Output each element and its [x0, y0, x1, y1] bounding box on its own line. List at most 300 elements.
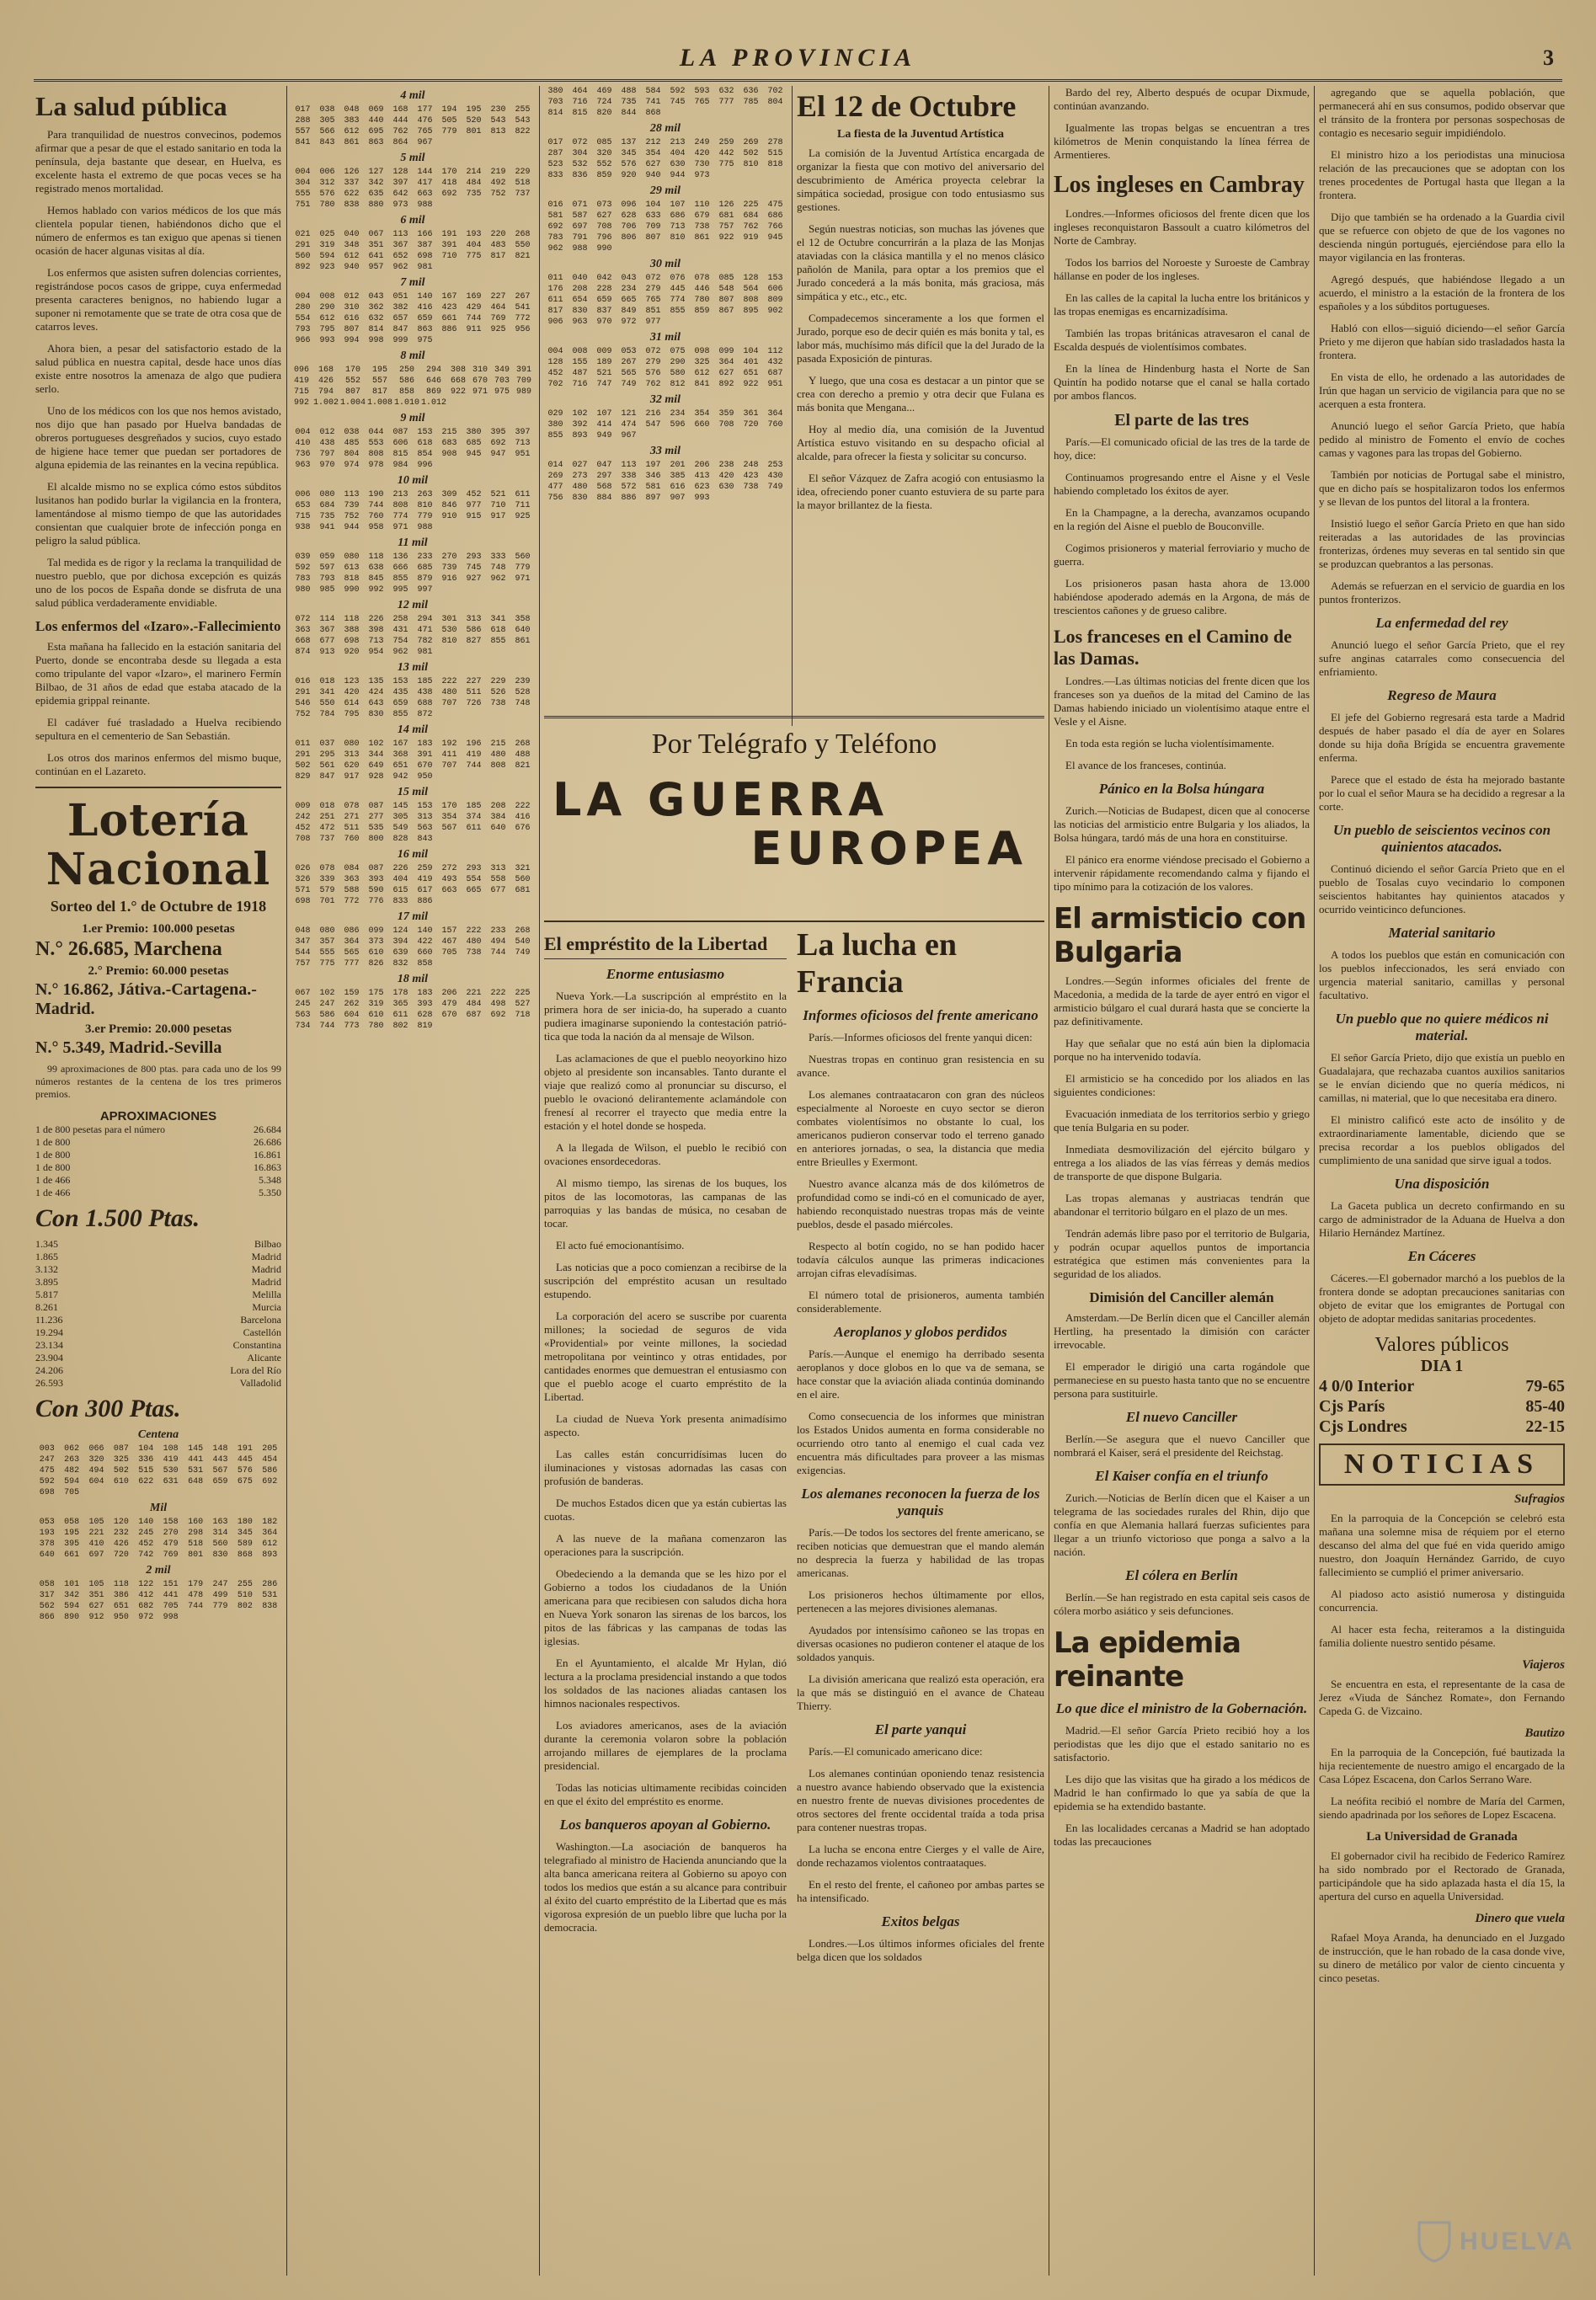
- lottery-number: 058: [64, 1518, 80, 1527]
- lottery-number: 080: [319, 490, 335, 499]
- lottery-number: 145: [392, 802, 408, 811]
- lottery-number: 361: [743, 409, 759, 419]
- lottery-number: 278: [767, 138, 783, 147]
- lottery-number: 009: [295, 802, 311, 811]
- lottery-number: 818: [767, 160, 783, 169]
- paragraph: En el resto del frente, el cañoneo por ambas partes se ha intensificado.: [797, 1878, 1044, 1904]
- lottery-number: 606: [392, 439, 408, 448]
- lottery-number: 902: [767, 307, 783, 316]
- lottery-number: 670: [417, 761, 433, 771]
- lottery-group-grid: [291, 229, 534, 273]
- lottery-number: 563: [295, 1011, 311, 1020]
- lottery-number: 426: [113, 1540, 129, 1549]
- lottery-number: 215: [490, 739, 506, 749]
- lottery-number: 775: [319, 959, 335, 969]
- lottery-number: 581: [645, 483, 661, 492]
- lottery-number: 942: [392, 772, 408, 782]
- lottery-number: 698: [39, 1488, 55, 1497]
- lottery-number: 043: [368, 292, 384, 302]
- lottery-number: 018: [319, 802, 335, 811]
- lottery-number: 167: [392, 739, 408, 749]
- lottery-number: 269: [547, 472, 563, 481]
- lottery-number: 140: [417, 926, 433, 936]
- con1500-row-cell: Murcia: [252, 1301, 281, 1313]
- ingleses-body: [1054, 207, 1310, 403]
- lottery-number: 618: [417, 439, 433, 448]
- lottery-number: 535: [368, 824, 384, 833]
- lottery-number: 418: [441, 179, 457, 188]
- lottery-number: 920: [344, 648, 360, 657]
- lottery-number: 380: [466, 428, 482, 437]
- lottery-number: 012: [319, 428, 335, 437]
- con1500-row: [35, 1326, 281, 1339]
- column-rule: [539, 86, 540, 2276]
- lottery-number: 476: [417, 116, 433, 125]
- lottery-number: 163: [212, 1518, 228, 1527]
- lottery-number: 638: [368, 563, 384, 573]
- lottery-number: 521: [596, 369, 612, 378]
- lottery-number: 169: [466, 292, 482, 302]
- lottery-number: 291: [295, 241, 311, 250]
- lottery-number: 941: [319, 523, 335, 532]
- banqueros-title: Los banqueros apoyan al Gobierno.: [559, 1817, 771, 1833]
- lottery-number: 897: [645, 494, 661, 503]
- lottery-number: 294: [417, 615, 433, 624]
- lottery-number: 053: [621, 347, 637, 356]
- lottery-number: 419: [466, 750, 482, 760]
- lottery-number: 922: [451, 387, 467, 397]
- lottery-number: 1.012: [421, 398, 447, 408]
- paragraph: El señor García Prieto, dijo que existía un pueblo en Guadalajara, que rechazaba cuantos auxilios sanitarios se le envían diciendo que no quería médicos, ni camillas, ni material, que lo que necesitaba era dinero.: [1319, 1051, 1565, 1104]
- lottery-number: 420: [344, 688, 360, 697]
- lottery-number: 480: [490, 750, 506, 760]
- con1500-row: [35, 1301, 281, 1314]
- lottery-number: 554: [466, 875, 482, 884]
- column-rule: [792, 86, 793, 726]
- lottery-number: 779: [417, 512, 433, 521]
- lottery-number: 550: [515, 241, 531, 250]
- lottery-number: 087: [368, 802, 384, 811]
- lottery-number: 736: [295, 450, 311, 459]
- aprox-row-cell: 1 de 466: [35, 1174, 71, 1186]
- lottery-number: 708: [295, 835, 311, 844]
- aprox-row: [35, 1136, 281, 1149]
- lottery-number: 893: [262, 1550, 278, 1560]
- lottery-group-label: 14 mil: [397, 723, 429, 736]
- lottery-group-grid: [544, 460, 787, 504]
- lottery-number: 543: [490, 116, 506, 125]
- lottery-number: 864: [392, 138, 408, 147]
- lottery-number: 363: [295, 626, 311, 635]
- lottery-number: 104: [138, 1444, 154, 1454]
- lottery-number: 841: [295, 138, 311, 147]
- lottery-number: 748: [515, 699, 531, 708]
- con1500-row: [35, 1263, 281, 1276]
- lottery-number: 571: [295, 886, 311, 895]
- lottery-number: 238: [718, 461, 734, 470]
- lottery-number: 698: [295, 897, 311, 906]
- lottery-number: 038: [319, 105, 335, 115]
- lottery-number: 493: [441, 875, 457, 884]
- lottery-number: 259: [417, 864, 433, 873]
- paragraph: Tendrán además libre paso por el territorio de Bulgaria, y podrán ocupar aquellos puntos de importancia estratégica que estimen más convenientes para la seguridad de los aliados.: [1054, 1227, 1310, 1280]
- lottery-number: 006: [319, 168, 335, 177]
- armisticio-title: El armisticio con Bulgaria: [1054, 902, 1306, 969]
- aeroplanos-title: Aeroplanos y globos perdidos: [834, 1324, 1007, 1340]
- lottery-number: 004: [295, 428, 311, 437]
- lottery-number: 127: [368, 168, 384, 177]
- paragraph: Agregó después, que habiéndose llegado a un acuerdo, el ministro a la estación de la frontera de los españoles y a los súbditos portugueses.: [1319, 273, 1565, 312]
- paragraph: Tal medida es de rigor y la reclama la tranquilidad de nuestro pueblo, que por dichosa excepción es quizás uno de los pocos de España donde se disfruta de una salud pública verdaderamente envidiable.: [35, 556, 281, 609]
- lottery-number: 641: [368, 252, 384, 261]
- lottery-number: 757: [295, 959, 311, 969]
- lottery-group-grid: [291, 863, 534, 907]
- paragraph: Los otros dos marinos enfermos del mismo buque, continúan en el Lazareto.: [35, 751, 281, 777]
- lottery-number: 151: [163, 1580, 179, 1589]
- lottery-number: 762: [743, 222, 759, 232]
- lottery-number: 999: [392, 336, 408, 345]
- lottery-number: 392: [572, 420, 588, 430]
- paragraph: El armisticio se ha concedido por los aliados en las siguientes condiciones:: [1054, 1072, 1310, 1098]
- lottery-number: 588: [344, 886, 360, 895]
- lottery-number: 003: [39, 1444, 55, 1454]
- lottery-number: 950: [417, 772, 433, 782]
- lottery-number: 854: [417, 450, 433, 459]
- guerra-line2: EUROPEA: [750, 822, 1028, 875]
- lottery-number: 756: [547, 494, 563, 503]
- paragraph: Londres.—Las últimas noticias del frente dicen que los franceses son ya dueños de la mitad del Camino de las Damas habiendo iniciado un violentísimo ataque entre el Vesle y el Aisne.: [1054, 675, 1310, 728]
- con1500-row: [35, 1276, 281, 1289]
- lottery-number: 618: [490, 626, 506, 635]
- lottery-number: 499: [212, 1591, 228, 1600]
- lottery-number: 668: [295, 637, 311, 646]
- lottery-number: 051: [392, 292, 408, 302]
- con1500-row: [35, 1238, 281, 1251]
- lottery-number: 112: [767, 347, 783, 356]
- lottery-number: 742: [138, 1550, 154, 1560]
- lottery-number: 180: [237, 1518, 253, 1527]
- lottery-number: 972: [621, 318, 637, 327]
- lottery-number: 981: [417, 263, 433, 272]
- lottery-number: 480: [466, 937, 482, 947]
- col5-top-body: [1054, 86, 1310, 162]
- lottery-number: 102: [572, 409, 588, 419]
- lottery-number: 709: [645, 222, 661, 232]
- lottery-number: 107: [596, 409, 612, 419]
- lottery-number: 118: [113, 1580, 129, 1589]
- lottery-number: 347: [295, 937, 311, 947]
- lottery-number: 435: [392, 688, 408, 697]
- lottery-number: 313: [490, 864, 506, 873]
- aprox-row: [35, 1161, 281, 1174]
- lottery-number: 488: [621, 87, 637, 96]
- lottery-number: 336: [138, 1455, 154, 1465]
- lottery-number: 973: [694, 171, 710, 180]
- lottery-number: 620: [344, 761, 360, 771]
- lottery-number: 843: [417, 835, 433, 844]
- lottery-number: 194: [441, 105, 457, 115]
- lottery-number: 586: [466, 626, 482, 635]
- lottery-number: 304: [295, 179, 311, 188]
- lottery-number: 293: [466, 552, 482, 562]
- lottery-number: 631: [163, 1477, 179, 1486]
- lottery-group-label: 18 mil: [397, 973, 429, 985]
- lottery-number: 849: [621, 307, 637, 316]
- lottery-number: 711: [515, 501, 531, 510]
- paragraph: La corporación del acero se suscribe por cuarenta millones; la sociedad de seguros de vida «Providential» por veinte millones, la sociedad metropolitana por veintinco y otras entidades, por cantidades enormes que demuestran el entusiasmo con que el pueblo acoge el cuarto empréstito de la Libertad.: [544, 1310, 787, 1403]
- paragraph: Ayudados por intensísimo cañoneo se las tropas en diversas ocasiones no pudieron contener el ataque de los soldados yanquis.: [797, 1624, 1044, 1663]
- lottery-number: 663: [441, 886, 457, 895]
- dosmil-grid: [35, 1579, 281, 1623]
- lottery-number: 419: [293, 376, 309, 386]
- paragraph: Las tropas alemanas y austriacas tendrán que abandonar el territorio búlgaro en el plazo de un mes.: [1054, 1192, 1310, 1218]
- con1500-row-cell: 5.817: [35, 1289, 58, 1300]
- valores-dia: DIA 1: [1420, 1357, 1464, 1375]
- con1500-row-cell: Madrid: [251, 1276, 281, 1288]
- lottery-number: 185: [466, 802, 482, 811]
- lottery-number: 984: [392, 461, 408, 470]
- lottery-number: 737: [319, 835, 335, 844]
- izaro-title: Los enfermos del «Izaro».-Fallecimiento: [35, 618, 281, 634]
- lottery-number: 273: [572, 472, 588, 481]
- lottery-number: 911: [466, 325, 482, 334]
- lottery-group-grid: [544, 408, 787, 441]
- lottery-number: 808: [392, 501, 408, 510]
- lottery-number: 040: [344, 230, 360, 239]
- lottery-number: 345: [621, 149, 637, 158]
- lottery-number: 649: [368, 761, 384, 771]
- lottery-number: 562: [39, 1602, 55, 1611]
- lottery-number: 985: [319, 585, 335, 595]
- lottery-number: 527: [515, 1000, 531, 1009]
- lottery-number: 910: [441, 512, 457, 521]
- lottery-number: 560: [212, 1540, 228, 1549]
- lottery-number: 228: [596, 285, 612, 294]
- valores-row: [1319, 1376, 1565, 1396]
- con1500-row-cell: 19.294: [35, 1326, 63, 1338]
- paragraph: Obedeciendo a la demanda que se les hizo por el Gobierno a todos los ciudadanos de la Unión americana para que recibiesen con saludos dicha hora en Nueva York sonaron las sirenas de los barcos, los pitos de las fábricas y las campanas de todas las iglesias.: [544, 1567, 787, 1647]
- lottery-group-label: 10 mil: [397, 474, 429, 487]
- lottery-number: 420: [694, 149, 710, 158]
- lottery-number: 107: [670, 200, 686, 210]
- lottery-number: 879: [417, 574, 433, 584]
- lottery-number: 995: [392, 585, 408, 595]
- lottery-number: 705: [163, 1602, 179, 1611]
- lottery-number: 258: [392, 615, 408, 624]
- parte-yanqui-title: El parte yanqui: [874, 1721, 967, 1737]
- paragraph: Continuamos progresando entre el Aisne y el Vesle habiendo completado los éxitos de ayer.: [1054, 471, 1310, 497]
- lottery-number: 632: [368, 314, 384, 323]
- maura-title: Regreso de Maura: [1387, 687, 1497, 703]
- lottery-number: 317: [39, 1591, 55, 1600]
- lottery-number: 305: [319, 116, 335, 125]
- lottery-number: 531: [262, 1591, 278, 1600]
- lottery-number: 752: [295, 710, 311, 719]
- lottery-number: 053: [39, 1518, 55, 1527]
- lottery-number: 855: [392, 710, 408, 719]
- lottery-number: 291: [295, 688, 311, 697]
- colera-title: El cólera en Berlín: [1125, 1567, 1238, 1583]
- aprox-row-cell: 1 de 800 pesetas para el número: [35, 1123, 165, 1135]
- lottery-number: 604: [88, 1477, 104, 1486]
- lottery-number: 417: [417, 179, 433, 188]
- alemanes-body: [797, 1526, 1044, 1713]
- lottery-number: 467: [441, 937, 457, 947]
- lottery-number: 104: [743, 347, 759, 356]
- lottery-number: 957: [368, 263, 384, 272]
- paragraph: Los aviadores americanos, ases de la aviación durante la ceremonia volaron sobre la población arrojando millares de ejemplares de la proclama presidencial.: [544, 1719, 787, 1772]
- sufragios-body: [1319, 1512, 1565, 1650]
- lottery-number: 847: [319, 772, 335, 782]
- lottery-group-grid: [291, 676, 534, 720]
- lottery-number: 687: [767, 369, 783, 378]
- lottery-number: 521: [490, 490, 506, 499]
- lottery-number: 794: [318, 387, 334, 397]
- paragraph: El emperador le dirigió una carta rogándole que permaneciese en su puesto hasta tanto que no se encuentre persona para sustituirle.: [1054, 1360, 1310, 1400]
- lottery-number: 492: [490, 179, 506, 188]
- paragraph: Los alemanes continúan oponiendo tenaz resistencia a nuestro avance habiendo observado que la existencia en nuestro frente de nuevas divisiones procedentes de otros sectores del frente occidental traída a toda prisa para contener nuestras tropas.: [797, 1767, 1044, 1833]
- lottery-number: 502: [295, 761, 311, 771]
- lottery-group-grid: [291, 427, 534, 471]
- lottery-number: 480: [572, 483, 588, 492]
- lottery-number: 659: [596, 296, 612, 305]
- lottery-number: 084: [344, 864, 360, 873]
- lottery-number: 640: [490, 824, 506, 833]
- lottery-number: 017: [547, 138, 563, 147]
- lottery-number: 992: [368, 585, 384, 595]
- lottery-number: 555: [319, 948, 335, 958]
- lottery-number: 067: [368, 230, 384, 239]
- lottery-number: 567: [212, 1466, 228, 1476]
- lottery-number: 479: [163, 1540, 179, 1549]
- lottery-number: 498: [490, 1000, 506, 1009]
- con300-title: Con 300 Ptas.: [35, 1395, 181, 1422]
- paragraph: agregando que se aquella población, que permanecerá ahí en sus consumos, podido observar que el tránsito de la frontera por personas sospechosas de contagio es necesario seguir impidiéndolo.: [1319, 86, 1565, 139]
- con1500-row-cell: Bilbao: [254, 1238, 281, 1250]
- lottery-number: 078: [344, 802, 360, 811]
- lottery-number: 705: [441, 948, 457, 958]
- con1500-row-cell: Melilla: [252, 1289, 281, 1300]
- lottery-number: 720: [113, 1550, 129, 1560]
- lottery-number: 908: [441, 450, 457, 459]
- lottery-number: 963: [295, 461, 311, 470]
- lottery-number: 962: [490, 574, 506, 584]
- lottery-number: 749: [767, 483, 783, 492]
- exitos-title: Exitos belgas: [881, 1913, 960, 1929]
- lottery-number: 576: [621, 160, 637, 169]
- lottery-number: 748: [490, 563, 506, 573]
- lottery-number: 221: [466, 989, 482, 998]
- lottery-number: 780: [319, 200, 335, 210]
- lottery-number: 248: [743, 461, 759, 470]
- dinero-body: [1319, 1931, 1565, 1985]
- lottery-number: 155: [572, 358, 588, 367]
- valores-row-cell: Cjs París: [1319, 1397, 1385, 1416]
- lottery-number: 540: [515, 937, 531, 947]
- lottery-number: 153: [417, 802, 433, 811]
- premio3-label: 3.er Premio: 20.000 pesetas: [85, 1022, 232, 1036]
- lottery-number: 287: [547, 149, 563, 158]
- lottery-number: 808: [743, 296, 759, 305]
- lottery-number: 220: [490, 230, 506, 239]
- lottery-number: 973: [392, 200, 408, 210]
- lottery-number: 170: [441, 168, 457, 177]
- lottery-number: 791: [572, 233, 588, 243]
- lucha-subtitle: Informes oficiosos del frente americano: [803, 1007, 1038, 1023]
- lottery-number: 702: [767, 87, 783, 96]
- lottery-number: 994: [344, 336, 360, 345]
- lottery-number: 692: [547, 222, 563, 232]
- con1500-row-cell: 1.865: [35, 1251, 58, 1262]
- lottery-number: 554: [295, 314, 311, 323]
- lottery-number: 048: [344, 105, 360, 115]
- lottery-number: 752: [344, 512, 360, 521]
- lottery-number: 086: [344, 926, 360, 936]
- lottery-number: 321: [515, 864, 531, 873]
- lottery-number: 797: [319, 450, 335, 459]
- lottery-number: 339: [319, 875, 335, 884]
- lottery-number: 954: [368, 648, 384, 657]
- lottery-number: 818: [344, 574, 360, 584]
- lottery-number: 158: [163, 1518, 179, 1527]
- lottery-number: 179: [188, 1580, 204, 1589]
- lottery-number: 268: [515, 926, 531, 936]
- lottery-number: 648: [188, 1477, 204, 1486]
- lottery-number: 635: [368, 189, 384, 199]
- lottery-number: 612: [694, 369, 710, 378]
- lottery-number: 804: [767, 98, 783, 107]
- lottery-number: 208: [490, 802, 506, 811]
- lottery-number: 810: [743, 160, 759, 169]
- viajeros-title: Viajeros: [1522, 1658, 1565, 1672]
- lottery-number: 715: [293, 387, 309, 397]
- lottery-number: 744: [466, 761, 482, 771]
- lottery-group-label: 12 mil: [397, 599, 429, 611]
- lottery-number: 018: [319, 677, 335, 686]
- lottery-number: 838: [344, 200, 360, 210]
- lottery-number: 697: [572, 222, 588, 232]
- lottery-number: 772: [344, 897, 360, 906]
- loteria-title: Lotería Nacional: [45, 795, 271, 895]
- lottery-number: 970: [596, 318, 612, 327]
- lottery-number: 611: [466, 824, 482, 833]
- paragraph: París.—Aunque el enemigo ha derribado sesenta aeroplanos y doce globos en lo que va de semana, se hace constar que la aviación aliada continúa dominando en el aire.: [797, 1347, 1044, 1401]
- lottery-number: 531: [188, 1466, 204, 1476]
- lottery-number: 308: [451, 366, 467, 375]
- lottery-number: 561: [319, 761, 335, 771]
- lottery-group-grid: [544, 273, 787, 328]
- paragraph: Evacuación inmediata de los territorios serbio y griego que tenía Bulgaria en su poder.: [1054, 1107, 1310, 1134]
- paragraph: El cadáver fué trasladado a Huelva recibiendo sepultura en el cementerio de San Sebastián.: [35, 716, 281, 742]
- caceres-title: En Cáceres: [1407, 1248, 1476, 1264]
- lottery-number: 378: [39, 1540, 55, 1549]
- paragraph: Como consecuencia de los informes que ministran los Estados Unidos aumenta en forma considerable no ocurriendo otro tanto al enemigo el cual cada vez encuentra más dificultades para proveer a las mismas exigencias.: [797, 1410, 1044, 1476]
- lottery-number: 191: [237, 1444, 253, 1454]
- paragraph: Zurich.—Noticias de Budapest, dicen que al conocerse las noticias del armisticio entre Bulgaria y los aliados, la Bolsa húngara, tardó más de una hora en constituirse.: [1054, 804, 1310, 844]
- telegrafo-heading: Por Telégrafo y Teléfono: [651, 728, 937, 760]
- lottery-number: 105: [88, 1580, 104, 1589]
- lottery-number: 411: [441, 750, 457, 760]
- lottery-number: 752: [490, 189, 506, 199]
- con1500-row-cell: Madrid: [251, 1251, 281, 1262]
- lottery-number: 715: [295, 512, 311, 521]
- octubre-subtitle: La fiesta de la Juventud Artística: [837, 128, 1004, 141]
- lottery-number: 555: [295, 189, 311, 199]
- lottery-number: 267: [515, 292, 531, 302]
- lottery-number: 592: [39, 1477, 55, 1486]
- lottery-number: 735: [319, 512, 335, 521]
- paragraph: El alcalde mismo no se explica cómo estos súbditos lusitanos han podido burlar la vigilancia en la frontera, lamentándose al mismo tiempo de que las autoridades consientan que cualquier brote de infección ponga en peligro la salud pública.: [35, 480, 281, 547]
